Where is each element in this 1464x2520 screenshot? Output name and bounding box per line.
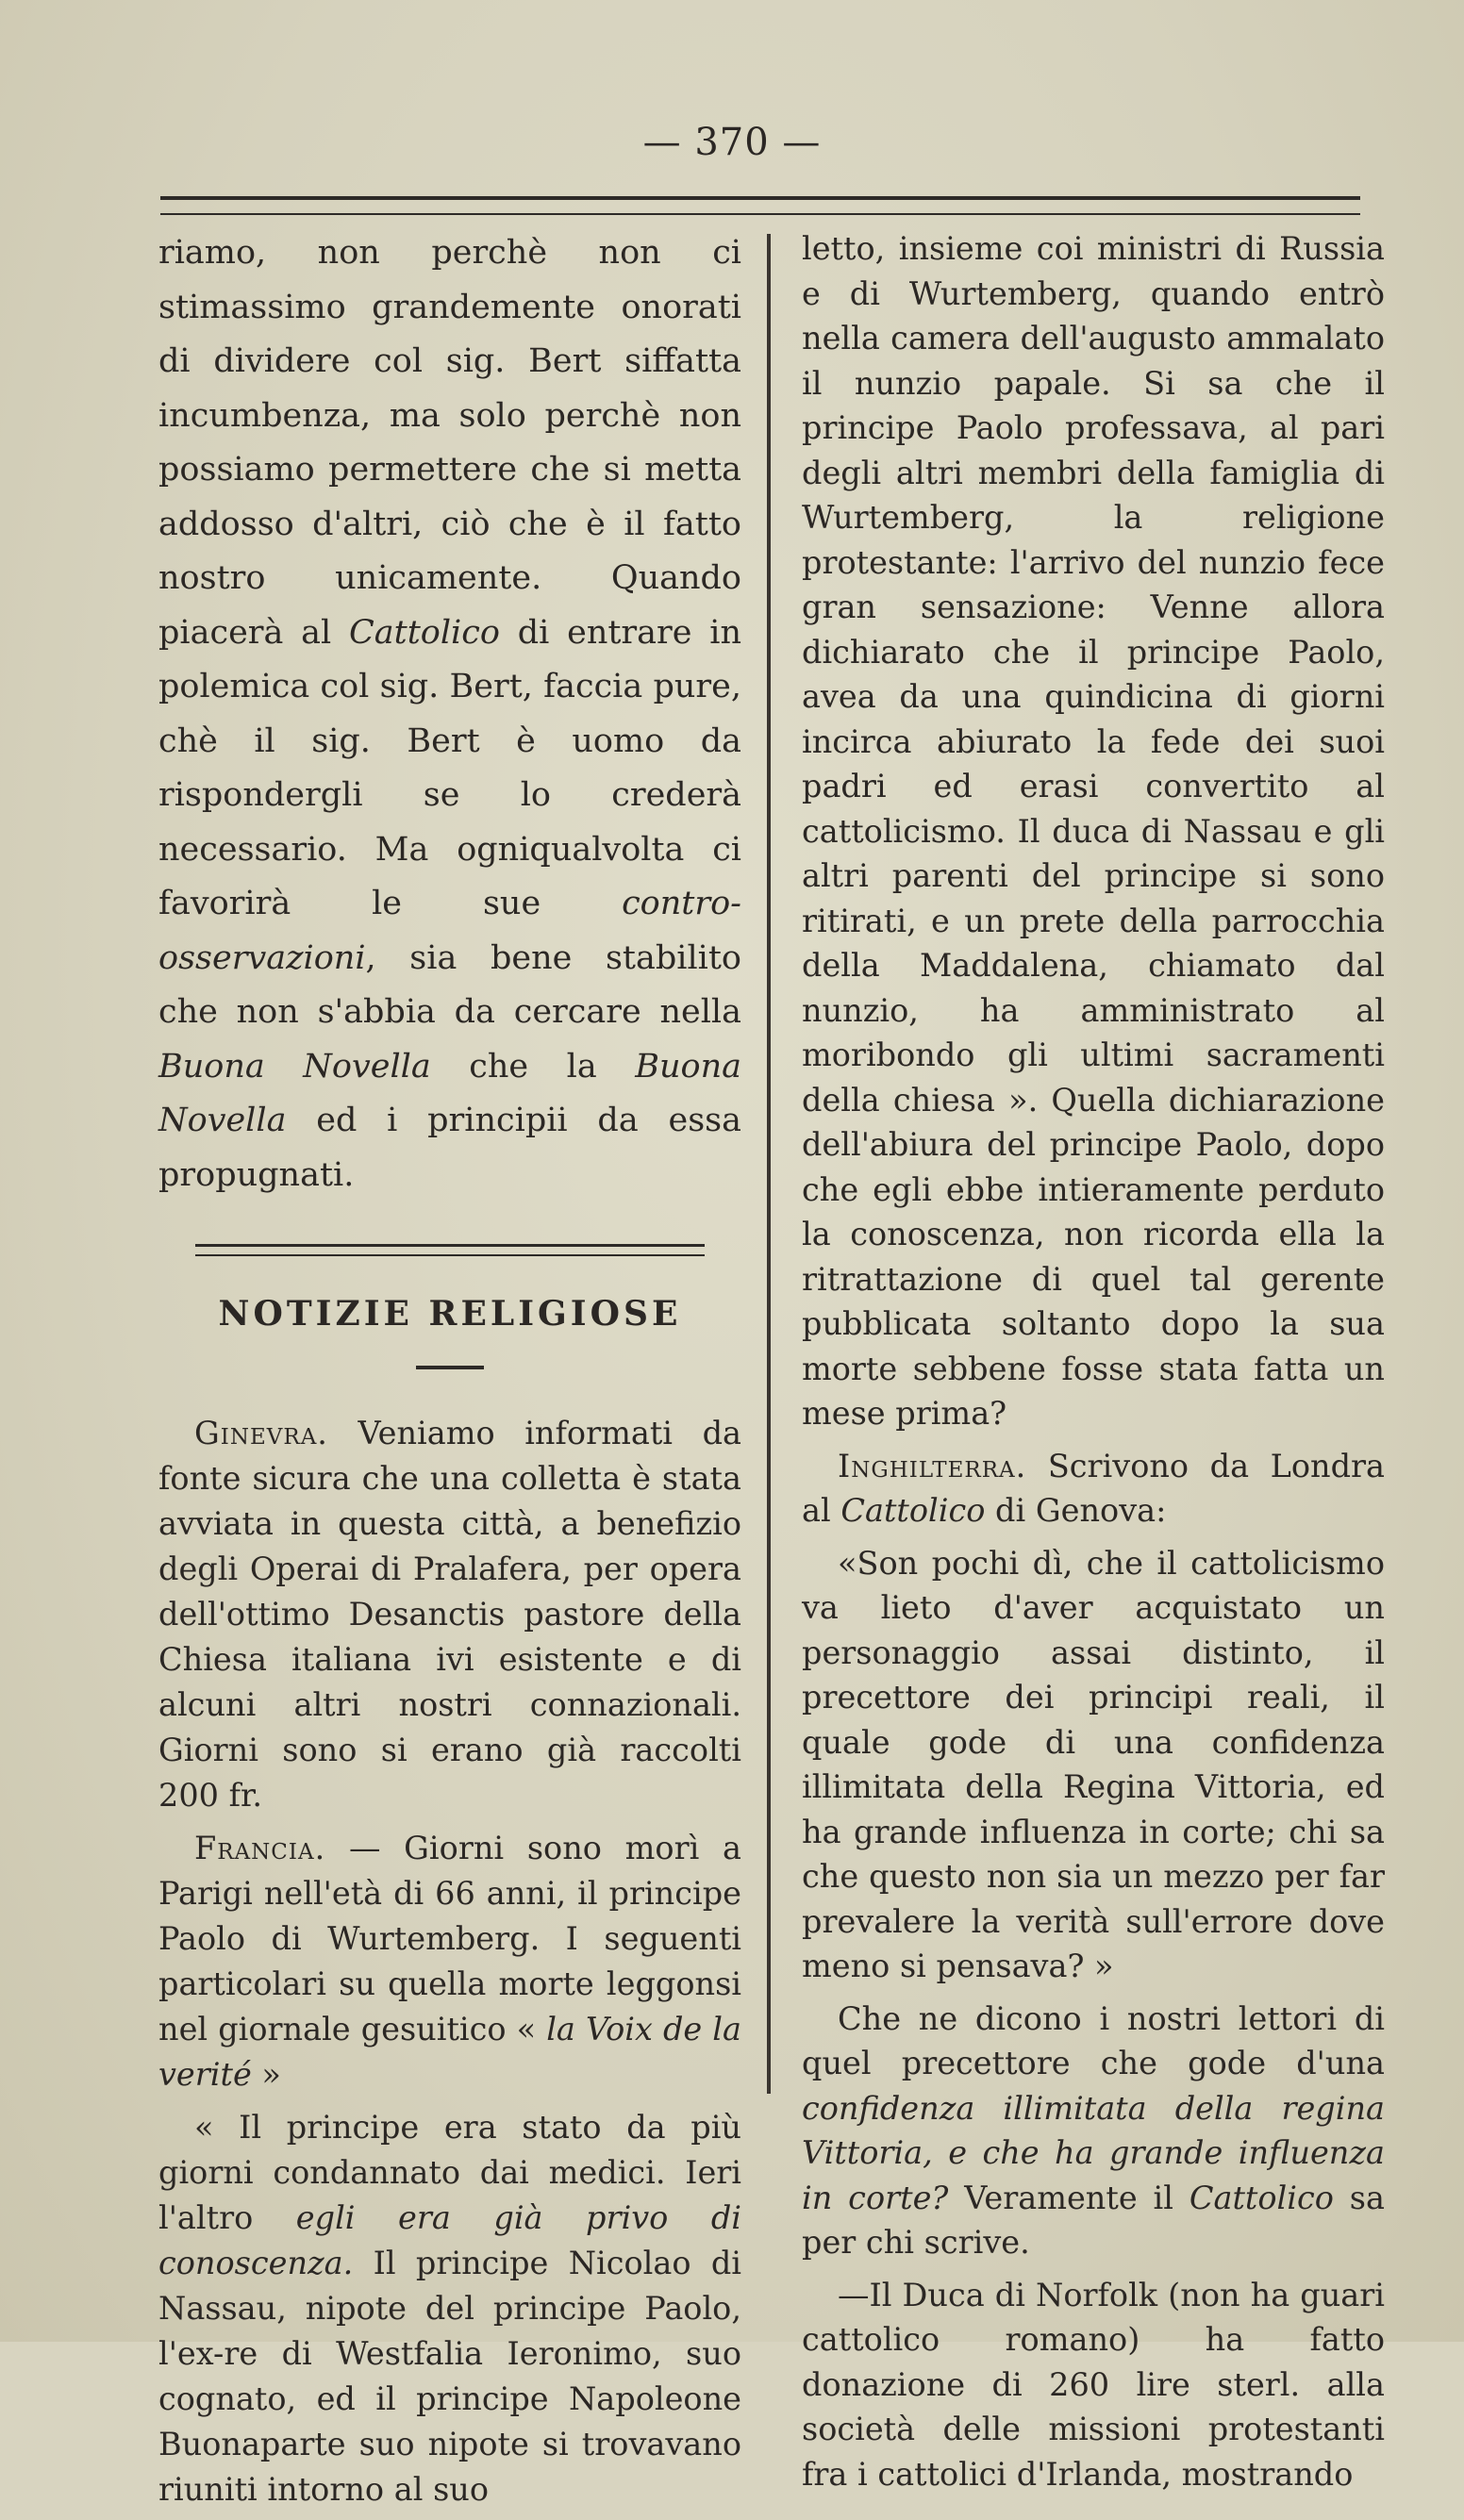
page-number: — 370 — (642, 121, 822, 164)
comment-paragraph (802, 1997, 1385, 2265)
norfolk-paragraph: —Il Duca di Norfolk (non ha guari cattolico romano) ha fatto donazione di 260 lire sterl. alla società delle missioni protestanti fra i cattolici d'Irlanda, mostrando (802, 2276, 1385, 2493)
column-divider (767, 234, 771, 2094)
francia-paragraph (158, 1826, 741, 2097)
quote-text: « Il principe era stato da più giorni condannato dai medici. Ieri l'altro (158, 2109, 741, 2236)
right-column (802, 226, 1385, 2504)
inghilterra-text: Scrivono da Londra al (802, 1447, 1385, 1529)
short-rule (416, 1366, 484, 1369)
continuation-paragraph: letto, insieme coi ministri di Russia e di Wurtemberg, quando entrò nella camera dell'augusto ammalato il nunzio papale. Si sa che il principe Paolo professava, al pari degli altri membri della famiglia di Wurtemberg, la religione protestante: l'arrivo del nunzio fece gran sensazione: Venne allora dichiarato che il principe Paolo, avea da una quindicina di giorni incirca abiurato la fede dei suoi padri ed erasi convertito al cattolicismo. Il duca di Nassau e gli altri parenti del principe si sono ritirati, e un prete della parrocchia della Maddalena, chiamato dal nunzio, ha amministrato al moribondo gli ultimi sacramenti della chiesa ». Quella dichiarazione dell'abiura del principe Paolo, dopo che egli ebbe intieramente perduto la conoscenza, non ricorda ella la ritrattazione di quel tal gerente pubblicata soltanto dopo la sua morte sebbene fosse stata fatta un mese prima? (802, 230, 1385, 1432)
comment-text: Veramente il (948, 2179, 1190, 2216)
header-rule (160, 196, 1360, 215)
place-francia: Francia. (194, 1830, 326, 1866)
intro-text: di entrare in polemica col sig. Bert, faccia pure, chè il sig. Bert è uomo da rispondergli se lo crederà necessario. Ma ogniqualvolta ci favorirà le sue (158, 613, 741, 922)
quote-paragraph (158, 2105, 741, 2512)
ginevra-text: Veniamo informati da fonte sicura che una colletta è stata avviata in questa città, a benefizio degli Operai di Pralafera, per opera dell'ottimo Desanctis pastore della Chiesa italiana ivi esistente e di alcuni altri nostri connazionali. Giorni sono si erano già raccolti 200 fr. (158, 1415, 741, 1814)
ginevra-paragraph (158, 1411, 741, 1818)
london-quote: «Son pochi dì, che il cattolicismo va lieto d'aver acquistato un personaggio assai distinto, il precettore dei principi reali, il quale gode di una confidenza illimitata della Regina Vittoria, ed ha grande influenza in corte; chi sa che questo non sia un mezzo per far prevalere la verità sull'errore dove meno si pensava? » (802, 1544, 1385, 1984)
intro-text: ed i principii da essa propugnati. (158, 1102, 741, 1194)
cattolico-title: Cattolico (840, 1492, 986, 1529)
comment-text: sa per chi scrive. (802, 2179, 1385, 2261)
quote-italic: egli era già privo di conoscenza. (158, 2199, 741, 2281)
place-ginevra: Ginevra. (194, 1415, 328, 1451)
comment-italic: confidenza illimitata della regina Vittoria, e che ha grande influenza in corte? (802, 2089, 1385, 2216)
cattolico-title: Cattolico (349, 613, 500, 652)
inghilterra-paragraph (802, 1444, 1385, 1534)
left-column (158, 226, 741, 2520)
buona-novella-title: Buona Novella (158, 1047, 741, 1139)
intro-text: che la (430, 1047, 636, 1086)
inghilterra-text: di Genova: (985, 1492, 1167, 1529)
buona-novella-title: Buona Novella (158, 1047, 431, 1086)
place-inghilterra: Inghilterra. (838, 1447, 1027, 1484)
contro-osservazioni: contro-osservazioni (158, 885, 741, 977)
cattolico-title: Cattolico (1189, 2179, 1334, 2216)
intro-paragraph (158, 226, 741, 1202)
intro-text: , sia bene stabilito che non s'abbia da cercare nella (158, 938, 741, 1031)
comment-text: Che ne dicono i nostri lettori di quel precettore che gode d'una (802, 1999, 1385, 2081)
section-title: NOTIZIE RELIGIOSE (218, 1294, 682, 1334)
intro-text: riamo, non perchè non ci stimassimo grandemente onorati di dividere col sig. Bert siffatta incumbenza, ma solo perchè non possiamo permettere che si metta addosso d'altri, ciò che è il fatto nostro unicamente. Quando piacerà al (158, 234, 741, 652)
journal-title: la Voix de la verité (158, 2011, 741, 2093)
francia-text: — Giorni sono morì a Parigi nell'età di 66 anni, il principe Paolo di Wurtemberg. I seguenti particolari su quella morte leggonsi nel giornale gesuitico « (158, 1830, 741, 2048)
quote-text: Il principe Nicolao di Nassau, nipote del principe Paolo, l'ex-re di Westfalia Ieronimo, suo cognato, ed il principe Napoleone Buonaparte suo nipote si trovavano riuniti intorno al suo (158, 2245, 741, 2508)
francia-text: » (251, 2056, 281, 2093)
section-rule (195, 1244, 705, 1256)
